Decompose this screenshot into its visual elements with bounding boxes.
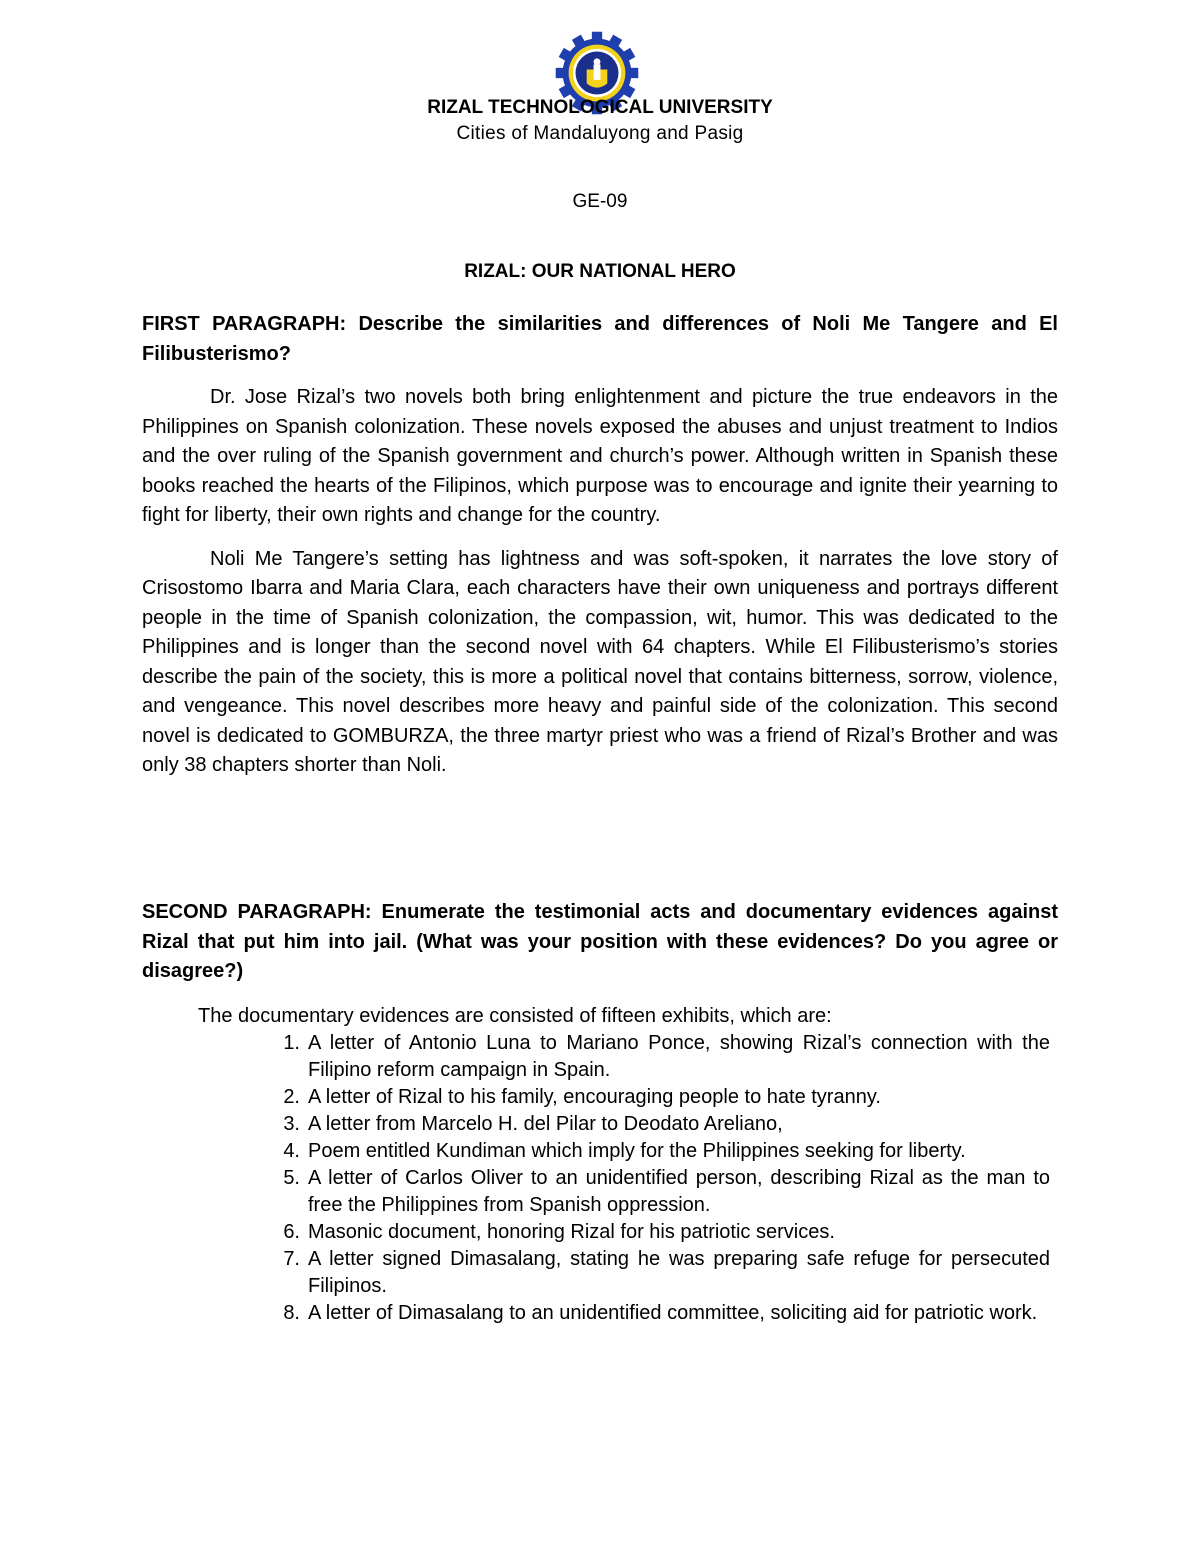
evidence-section [142, 1003, 1058, 1327]
first-paragraph-1: Dr. Jose Rizal’s two novels both bring enlightenment and picture the true endeavors in the Philippines on Spanish colonization. These novels exposed the abuses and unjust treatment to Indios and the over ruling of the Spanish government and church’s power. Although written in Spanish these books reached the hearts of the Filipinos, which purpose was to encourage and ignite their yearning to fight for liberty, their own rights and change for the country. [142, 386, 1058, 526]
document-header [142, 96, 1058, 284]
second-section [142, 898, 1058, 987]
second-prompt: SECOND PARAGRAPH: Enumerate the testimonial acts and documentary evidences against Rizal that put him into jail. (What was your position with these evidences? Do you agree or disagree?) [142, 901, 1058, 982]
first-prompt: FIRST PARAGRAPH: Describe the similarities and differences of Noli Me Tangere and El Filibusterismo? [142, 313, 1058, 365]
first-paragraph-2: Noli Me Tangere’s setting has lightness and was soft-spoken, it narrates the love story of Crisostomo Ibarra and Maria Clara, each characters have their own uniqueness and portrays different people in the time of Spanish colonization, the compassion, wit, humor. This was dedicated to the Philippines and is longer than the second novel with 64 chapters. While El Filibusterismo’s stories describe the pain of the society, this is more a political novel that contains bitterness, sorrow, violence, and vengeance. This novel describes more heavy and painful side of the colonization. This second novel is dedicated to GOMBURZA, the three martyr priest who was a friend of Rizal’s Brother and was only 38 chapters shorter than Noli. [142, 547, 1058, 776]
document-title: RIZAL: OUR NATIONAL HERO [464, 261, 736, 282]
university-cities: Cities of Mandaluyong and Pasig [456, 123, 744, 144]
list-item: 8. A letter of Dimasalang to an unidentified committee, soliciting aid for patriotic work. [283, 1302, 1038, 1324]
list-item: 3. A letter from Marcelo H. del Pilar to Deodato Areliano, [283, 1113, 783, 1135]
first-section [142, 310, 1058, 781]
list-item: 4. Poem entitled Kundiman which imply for the Philippines seeking for liberty. [283, 1140, 966, 1162]
university-name: RIZAL TECHNOLOGICAL UNIVERSITY [427, 97, 773, 118]
list-item: 5. A letter of Carlos Oliver to an unidentified person, describing Rizal as the man to free the Philippines from Spanish oppression. [283, 1167, 1050, 1216]
list-item: 1. A letter of Antonio Luna to Mariano Ponce, showing Rizal’s connection with the Filipino reform campaign in Spain. [283, 1032, 1050, 1081]
list-item: 2. A letter of Rizal to his family, encouraging people to hate tyranny. [283, 1086, 881, 1108]
evidence-list [142, 1030, 1058, 1327]
list-item: 6. Masonic document, honoring Rizal for his patriotic services. [283, 1221, 835, 1243]
list-item: 7. A letter signed Dimasalang, stating he was preparing safe refuge for persecuted Filipinos. [283, 1248, 1050, 1297]
course-code: GE-09 [572, 191, 628, 212]
evidence-intro: The documentary evidences are consisted of fifteen exhibits, which are: [198, 1005, 832, 1027]
